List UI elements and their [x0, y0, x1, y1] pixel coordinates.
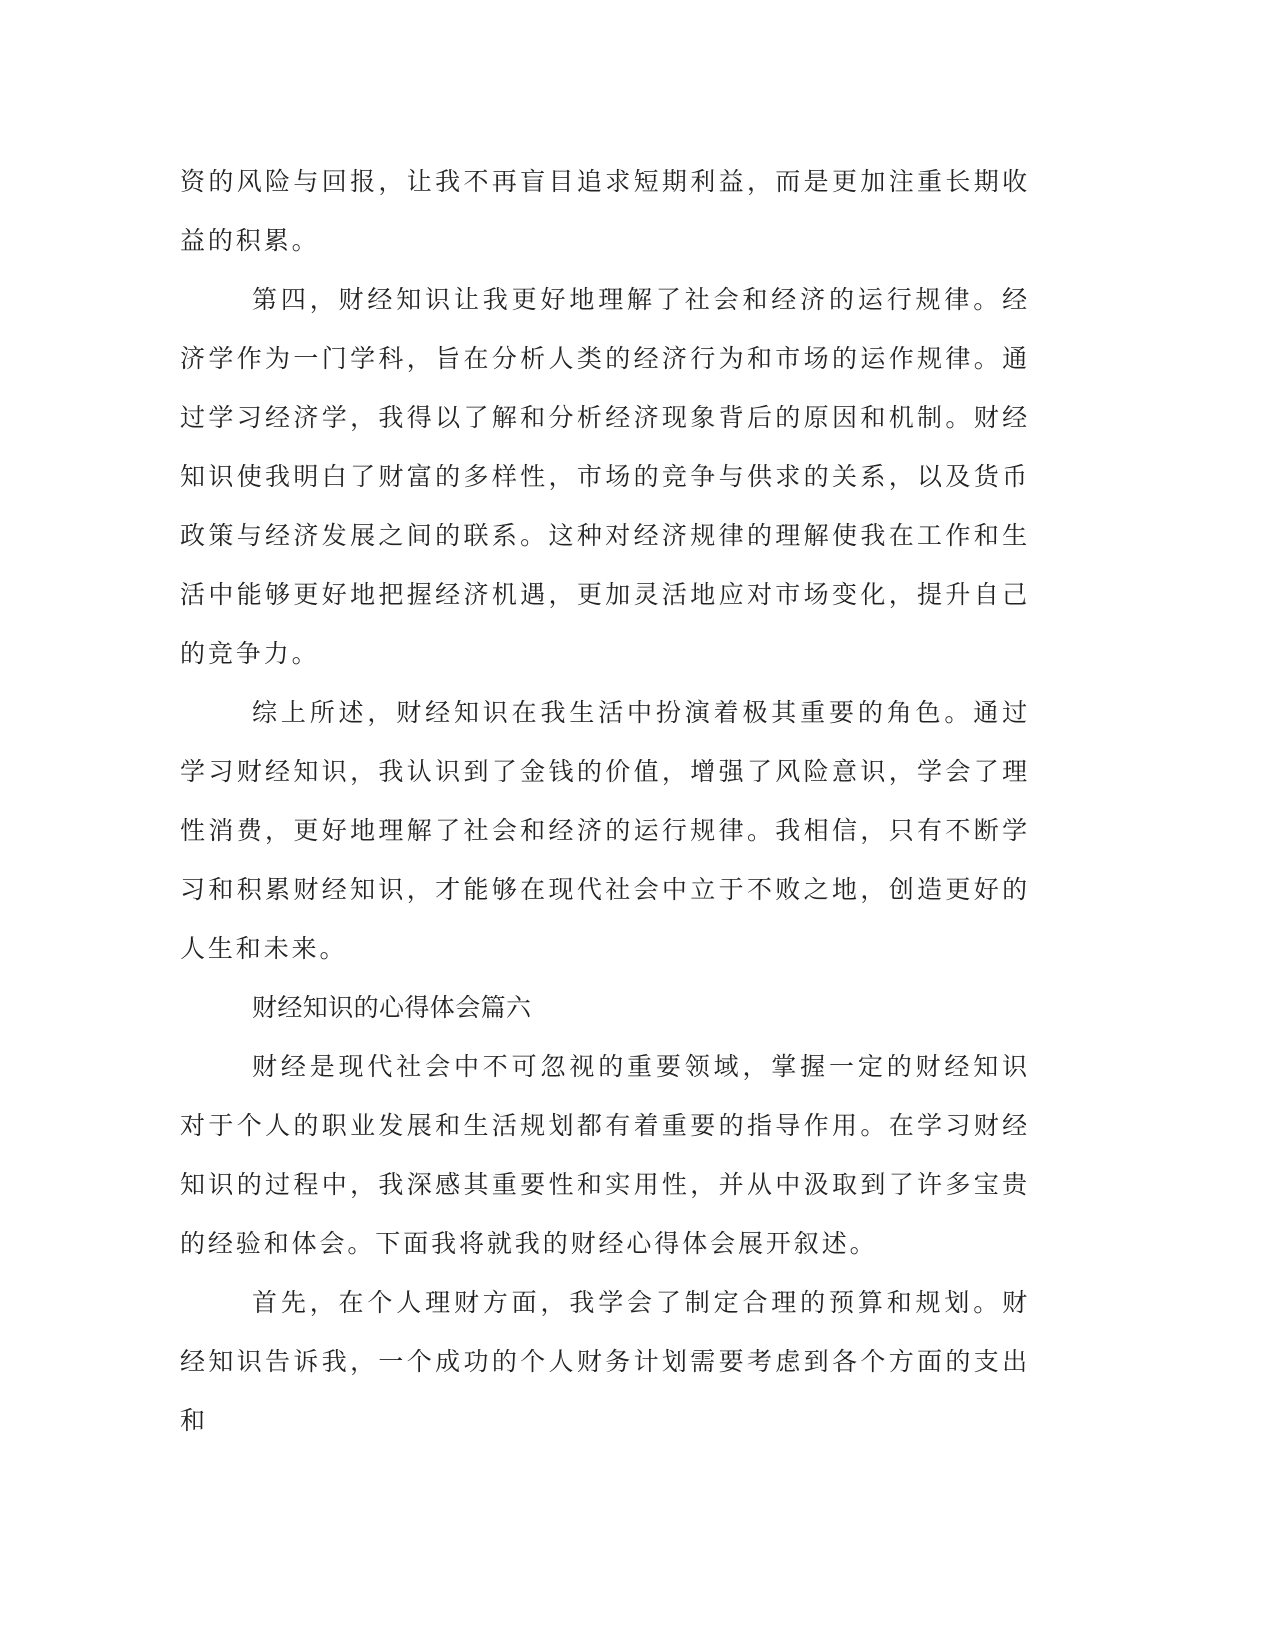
paragraph-personal-finance: 首先，在个人理财方面，我学会了制定合理的预算和规划。财经知识告诉我，一个成功的个人财务计划需要考虑到各个方面的支出和	[180, 1288, 1030, 1435]
paragraph-summary: 综上所述，财经知识在我生活中扮演着极其重要的角色。通过学习财经知识，我认识到了金钱的价值，增强了风险意识，学会了理性消费，更好地理解了社会和经济的运行规律。我相信，只有不断学习和积累财经知识，才能够在现代社会中立于不败之地，创造更好的人生和未来。	[180, 698, 1030, 963]
document-body	[180, 152, 1030, 1450]
paragraph-continuation: 资的风险与回报，让我不再盲目追求短期利益，而是更加注重长期收益的积累。	[180, 167, 1030, 255]
paragraph-intro: 财经是现代社会中不可忽视的重要领域，掌握一定的财经知识对于个人的职业发展和生活规划都有着重要的指导作用。在学习财经知识的过程中，我深感其重要性和实用性，并从中汲取到了许多宝贵的经验和体会。下面我将就我的财经心得体会展开叙述。	[180, 1052, 1030, 1258]
section-heading: 财经知识的心得体会篇六	[252, 993, 532, 1022]
paragraph-economic-laws: 第四，财经知识让我更好地理解了社会和经济的运行规律。经济学作为一门学科，旨在分析人类的经济行为和市场的运作规律。通过学习经济学，我得以了解和分析经济现象背后的原因和机制。财经知识使我明白了财富的多样性，市场的竞争与供求的关系，以及货币政策与经济发展之间的联系。这种对经济规律的理解使我在工作和生活中能够更好地把握经济机遇，更加灵活地应对市场变化，提升自己的竞争力。	[180, 285, 1030, 668]
